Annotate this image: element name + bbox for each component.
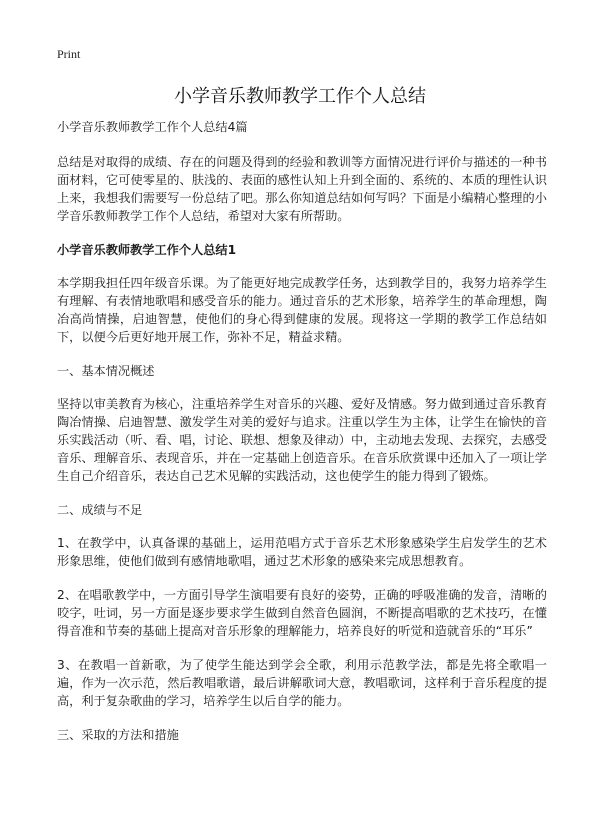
heading-methods: 三、采取的方法和措施 — [57, 728, 179, 742]
document-subtitle: 小学音乐教师教学工作个人总结4篇 — [57, 120, 248, 134]
body-paragraph: 坚持以审美教育为核心，注重培养学生对音乐的兴趣、爱好及情感。努力做到通过音乐教育陶冶情操、启迪智慧、激发学生对美的爱好与追求。注重以学生为主体，让学生在愉快的音乐实践活动（听、看、唱，讨论、联想、想象及律动）中，主动地去发现、去探究，去感受音乐、理解音乐、表现音乐，并在一定基础上创造音乐。在音乐欣赏课中还加入了一项让学生自己介绍音乐，表达自己艺术见解的实践活动，这也使学生的能力得到了锻炼。 — [57, 397, 547, 483]
list-item: 1、在教学中，认真备课的基础上，运用范唱方式于音乐艺术形象感染学生启发学生的艺术形象思维，使他们做到有感情地歌唱，通过艺术形象的感染来完成思想教育。 — [57, 536, 547, 568]
print-label[interactable]: Print — [57, 47, 81, 61]
heading-achievements: 二、成绩与不足 — [57, 503, 143, 517]
document-body — [57, 118, 547, 759]
section-title: 小学音乐教师教学工作个人总结1 — [57, 243, 237, 257]
list-item: 3、在教唱一首新歌，为了使学生能达到学会全歌，利用示范教学法，都是先将全歌唱一遍，作为一次示范，然后教唱歌谱，最后讲解歌词大意，教唱歌词，这样利于音乐程度的提高，利于复杂歌曲的学习，培养学生以后自学的能力。 — [57, 658, 547, 708]
list-item: 2、在唱歌教学中，一方面引导学生演唱要有良好的姿势，正确的呼吸准确的发音，清晰的咬字，吐词，另一方面是逐步要求学生做到自然音色圆润，不断提高唱歌的艺术技巧，在懂得音准和节奏的基础上提高对音乐形象的理解能力，培养良好的听觉和造就音乐的“耳乐” — [57, 588, 547, 638]
intro-paragraph: 总结是对取得的成绩、存在的问题及得到的经验和教训等方面情况进行评价与描述的一种书面材料，它可使零星的、肤浅的、表面的感性认知上升到全面的、系统的、本质的理性认识上来，我想我们需要写一份总结了吧。那么你知道总结如何写吗？下面是小编精心整理的小学音乐教师教学工作个人总结，希望对大家有所帮助。 — [57, 155, 547, 223]
page-title: 小学音乐教师教学工作个人总结 — [174, 86, 426, 107]
heading-basic-situation: 一、基本情况概述 — [57, 364, 155, 378]
body-paragraph: 本学期我担任四年级音乐课。为了能更好地完成教学任务，达到教学目的，我努力培养学生有理解、有表情地歌唱和感受音乐的能力。通过音乐的艺术形象，培养学生的革命理想，陶冶高尚情操，启迪智慧，使他们的身心得到健康的发展。现将这一学期的教学工作总结如下，以便今后更好地开展工作，弥补不足，精益求精。 — [57, 276, 547, 344]
